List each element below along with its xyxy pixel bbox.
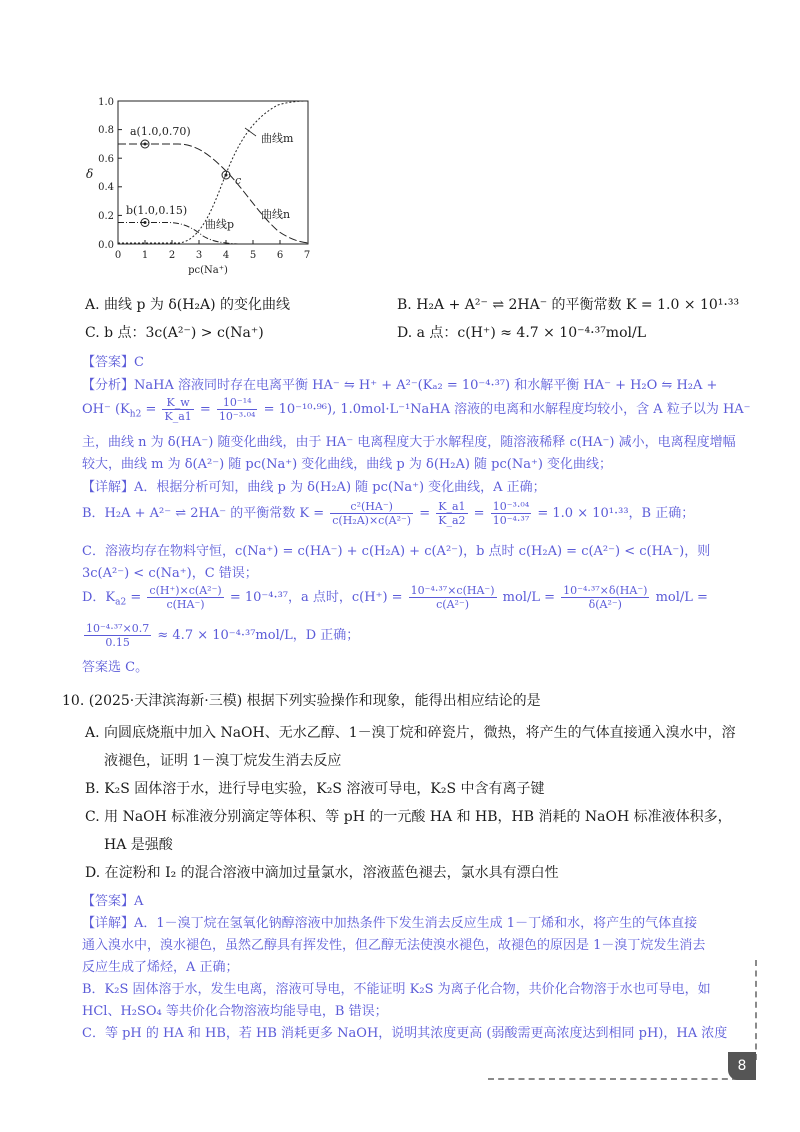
fraction-denominator: 10⁻³·⁰⁴: [218, 410, 256, 423]
fraction: [217, 396, 258, 423]
fraction-denominator: K_a1: [164, 410, 192, 423]
text: ≈ 4.7 × 10⁻⁴·³⁷mol/L，D 正确；: [157, 628, 360, 643]
q9-analysis-line: 【分析】NaHA 溶液同时存在电离平衡 HA⁻ ⇋ H⁺ + A²⁻(Kₐ₂ = 10⁻⁴·³⁷) 和水解平衡 HA⁻ + H₂O ⇋ H₂A +: [82, 378, 718, 393]
fraction-denominator: c(HA⁻): [166, 598, 205, 611]
x-axis-label: pc(Na⁺): [188, 265, 228, 276]
q10-option-c: C. 用 NaOH 标准液分别滴定等体积、等 pH 的一元酸 HA 和 HB，HB 消耗的 NaOH 标准液体积多，: [85, 809, 732, 825]
page-corner-divider: [755, 960, 757, 1060]
text: =: [141, 402, 161, 417]
point-b-label: b(1.0,0.15): [126, 204, 188, 217]
x-tick-label: 7: [303, 250, 311, 261]
q9-option-d: D. a 点：c(H⁺) ≈ 4.7 × 10⁻⁴·³⁷mol/L: [397, 325, 646, 341]
q9-analysis-line: 较大，曲线 m 为 δ(A²⁻) 随 pc(Na⁺) 变化曲线，曲线 p 为 δ(H₂A) 随 pc(Na⁺) 变化曲线；: [82, 457, 613, 472]
q10-detail-line: 【详解】A．1－溴丁烷在氢氧化钠醇溶液中加热条件下发生消去反应生成 1－丁烯和水，将产生的气体直接: [82, 916, 698, 931]
fraction: [147, 584, 223, 611]
text: =: [126, 590, 146, 605]
q9-detail-d: [82, 622, 359, 649]
y-tick-label: 0.8: [98, 125, 114, 136]
q10-detail-line: 通入溴水中，溴水褪色，虽然乙醇具有挥发性，但乙醇无法使溴水褪色，故褪色的原因是 1－溴丁烷发生消去: [82, 938, 706, 953]
q10-detail-line: C．等 pH 的 HA 和 HB，若 HB 消耗更多 NaOH，说明其浓度更高 (弱酸需更高浓度达到相同 pH)，HA 浓度: [82, 1026, 728, 1041]
fraction: [330, 500, 413, 527]
x-tick-label: 4: [222, 250, 230, 261]
text: =: [419, 506, 435, 521]
q9-option-a: A. 曲线 p 为 δ(H₂A) 的变化曲线: [85, 297, 291, 313]
q10-option-d: D. 在淀粉和 I₂ 的混合溶液中滴加过量氯水，溶液蓝色褪去，氯水具有漂白性: [85, 865, 559, 881]
curve-n-label: 曲线n: [261, 208, 291, 221]
text: a2: [115, 597, 127, 608]
y-axis-label: δ: [86, 167, 94, 181]
q10-option-c: HA 是强酸: [104, 837, 173, 853]
fraction-numerator: K_w: [162, 396, 193, 410]
q9-detail-c: 3c(A²⁻) < c(Na⁺)，C 错误；: [82, 566, 258, 581]
text: h2: [129, 409, 142, 420]
fraction-numerator: 10⁻⁴·³⁷×c(HA⁻): [410, 584, 495, 597]
fraction-numerator: c²(HA⁻): [330, 500, 413, 514]
fraction: [436, 500, 467, 527]
point-c-label: c: [235, 174, 242, 187]
q10-detail-line: B．K₂S 固体溶于水，发生电离，溶液可导电，不能证明 K₂S 为离子化合物，共价化合物溶于水也可导电，如: [82, 982, 711, 997]
q10-option-a: 液褪色，证明 1－溴丁烷发生消去反应: [104, 753, 342, 769]
fraction: [409, 584, 497, 611]
q9-final-answer: 答案选 C。: [82, 660, 149, 675]
x-tick-label: 3: [195, 250, 203, 261]
point-a-label: a(1.0,0.70): [130, 125, 191, 138]
fraction-numerator: 10⁻⁴·³⁷×0.7: [86, 622, 150, 635]
q9-detail-b: [82, 500, 694, 527]
x-tick-label: 5: [249, 250, 257, 261]
fraction: [84, 622, 151, 649]
text: =: [199, 402, 215, 417]
y-tick-label: 0.0: [98, 240, 114, 251]
q9-detail-d: [82, 584, 708, 611]
q9-option-b: B. H₂A + A²⁻ ⇌ 2HA⁻ 的平衡常数 K = 1.0 × 10¹·³³: [397, 297, 740, 313]
fraction-denominator: 10⁻⁴·³⁷: [492, 514, 530, 527]
q9-answer: 【答案】C: [82, 355, 144, 370]
text: = 1.0 × 10¹·³³，B 正确；: [537, 506, 695, 521]
q9-option-c: C. b 点：3c(A²⁻) > c(Na⁺): [85, 325, 264, 341]
fraction-denominator: δ(A²⁻): [588, 598, 622, 611]
text: = 10⁻¹⁰·⁹⁶), 1.0mol·L⁻¹NaHA 溶液的电离和水解程度均较小，含 A 粒子以为 HA⁻: [263, 402, 751, 417]
text: mol/L =: [655, 590, 708, 605]
fraction-numerator: 10⁻⁴·³⁷×δ(HA⁻): [563, 584, 648, 597]
text: =: [473, 506, 489, 521]
fraction-numerator: 10⁻³·⁰⁴: [492, 500, 530, 513]
y-tick-label: 0.6: [98, 154, 114, 165]
fraction-denominator: K_a2: [438, 514, 466, 527]
fraction-numerator: c(H⁺)×c(A²⁻): [149, 584, 222, 597]
q10-answer: 【答案】A: [82, 894, 144, 909]
text: B．H₂A + A²⁻ ⇌ 2HA⁻ 的平衡常数 K =: [82, 506, 329, 521]
fraction: [491, 500, 532, 527]
curve-m-label: 曲线m: [261, 132, 294, 145]
q10-option-a: A. 向圆底烧瓶中加入 NaOH、无水乙醇、1－溴丁烷和碎瓷片，微热，将产生的气体直接通入溴水中，溶: [85, 725, 736, 741]
q9-analysis-line: 主，曲线 n 为 δ(HA⁻) 随变化曲线，由于 HA⁻ 电离程度大于水解程度，随溶液稀释 c(HA⁻) 减小，电离程度增幅: [82, 435, 736, 450]
q9-detail-a: 【详解】A．根据分析可知，曲线 p 为 δ(H₂A) 随 pc(Na⁺) 变化曲线，A 正确；: [82, 480, 546, 495]
fraction-denominator: 0.15: [105, 636, 130, 649]
text: OH⁻ (K: [82, 402, 130, 417]
page-number: 8: [728, 1052, 756, 1080]
q10-stem: 10. (2025·天津滨海新·三模) 根据下列实验操作和现象，能得出相应结论的是: [62, 693, 541, 709]
x-tick-label: 1: [141, 250, 149, 261]
text: = 10⁻⁴·³⁷，a 点时，c(H⁺) =: [229, 590, 407, 605]
page-footer-divider: [488, 1078, 738, 1080]
y-tick-label: 0.4: [98, 182, 114, 193]
q9-analysis-line: [82, 396, 751, 423]
y-tick-label: 0.2: [98, 211, 114, 222]
q9-detail-c: C．溶液均存在物料守恒，c(Na⁺) = c(HA⁻) + c(H₂A) + c(A²⁻)，b 点时 c(H₂A) = c(A²⁻) < c(HA⁻)，则: [82, 544, 711, 559]
q10-detail-line: HCl、H₂SO₄ 等共价化合物溶液均能导电，B 错误；: [82, 1004, 388, 1019]
x-tick-label: 2: [168, 250, 176, 261]
text: mol/L =: [502, 590, 560, 605]
text: D．K: [82, 590, 116, 605]
fraction: [561, 584, 649, 611]
x-tick-label: 0: [114, 250, 122, 261]
q10-detail-line: 反应生成了烯烃，A 正确；: [82, 960, 239, 975]
fraction: [162, 396, 193, 423]
fraction-numerator: 10⁻¹⁴: [217, 396, 258, 410]
fraction-denominator: c(A²⁻): [436, 598, 470, 611]
fraction-numerator: K_a1: [438, 500, 466, 513]
fraction-denominator: c(H₂A)×c(A²⁻): [332, 514, 412, 527]
y-tick-label: 1.0: [98, 97, 114, 108]
q10-option-b: B. K₂S 固体溶于水，进行导电实验，K₂S 溶液可导电，K₂S 中含有离子键: [85, 781, 545, 797]
distribution-graph: [78, 88, 328, 283]
curve-p-label: 曲线p: [205, 218, 235, 231]
x-tick-label: 6: [276, 250, 284, 261]
